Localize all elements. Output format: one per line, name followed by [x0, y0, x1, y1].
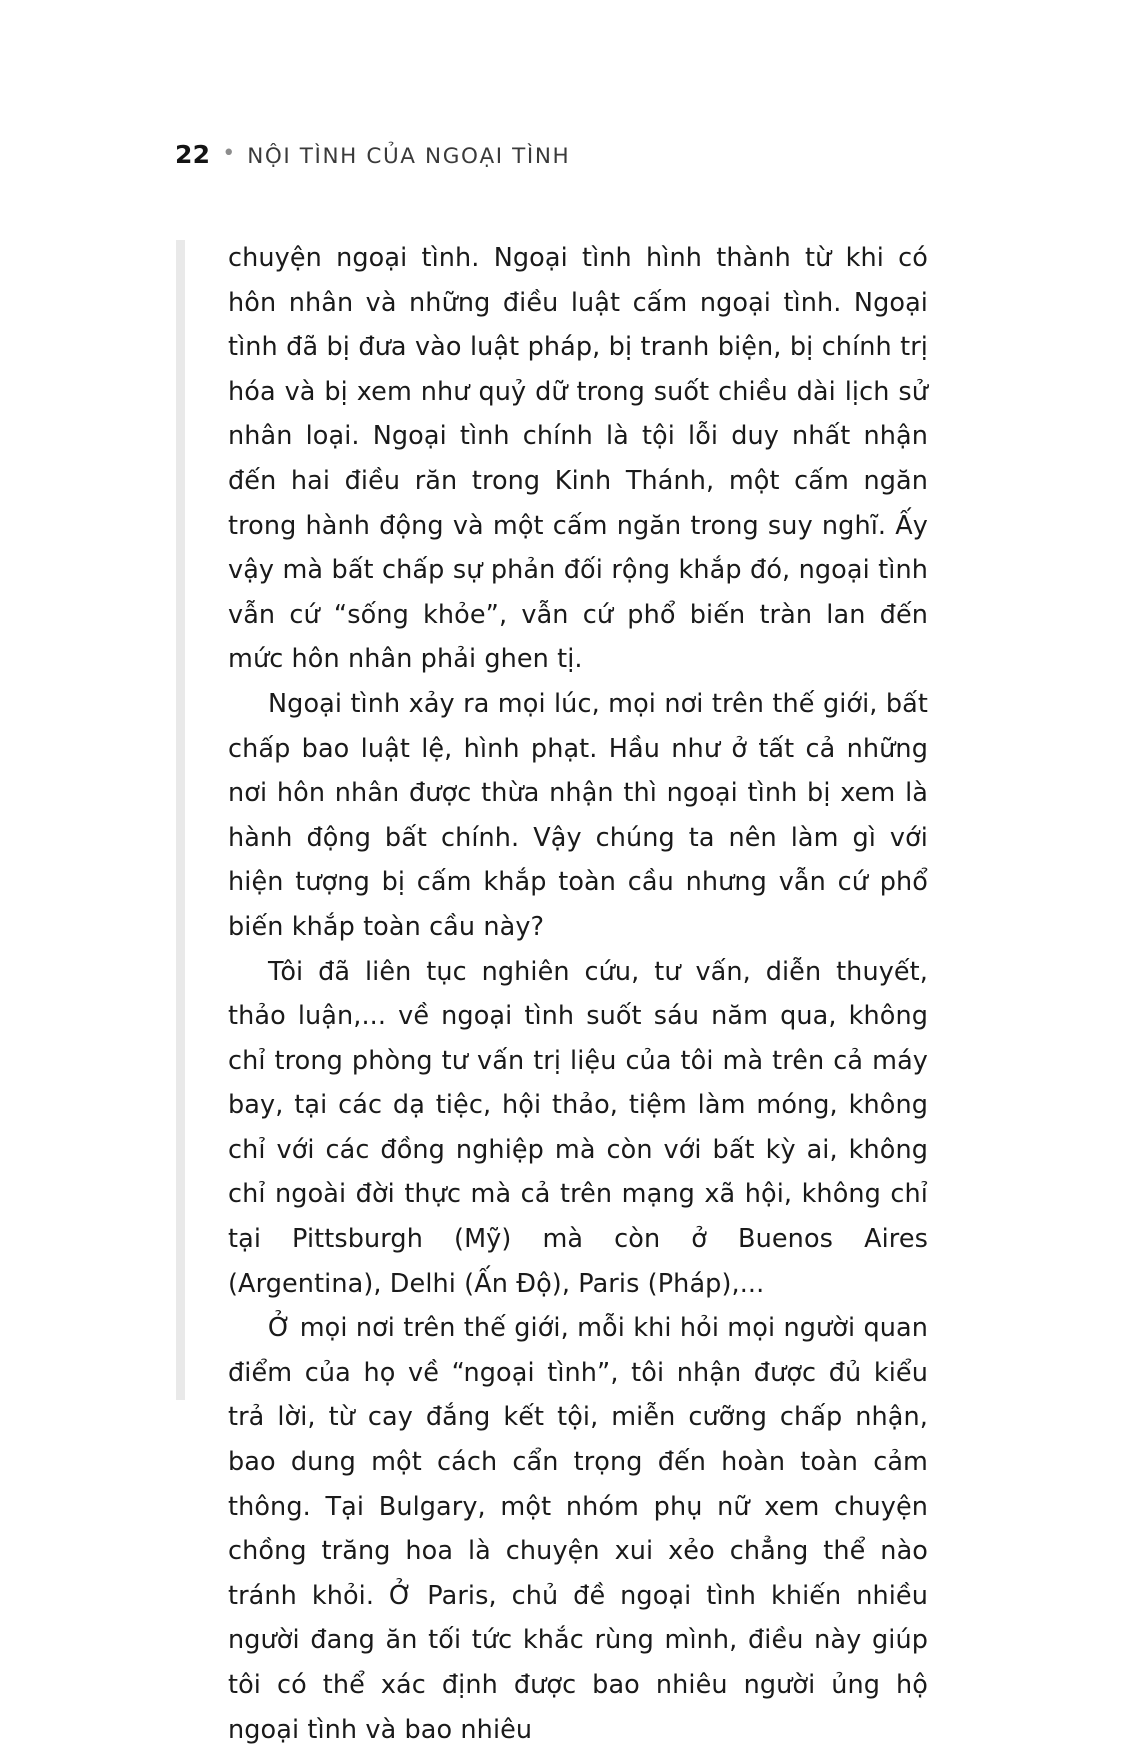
running-head-separator: •: [222, 141, 236, 166]
paragraph: Tôi đã liên tục nghiên cứu, tư vấn, diễn thuyết, thảo luận,... về ngoại tình suốt sáu năm qua, không chỉ trong phòng tư vấn trị liệu của tôi mà trên cả máy bay, tại các dạ tiệc, hội thảo, tiệm làm móng, không chỉ với các đồng nghiệp mà còn với bất kỳ ai, không chỉ ngoài đời thực mà cả trên mạng xã hội, không chỉ tại Pittsburgh (Mỹ) mà còn ở Buenos Aires (Argentina), Delhi (Ấn Độ), Paris (Pháp),...: [228, 956, 928, 1299]
running-head-title: NỘI TÌNH CỦA NGOẠI TÌNH: [247, 144, 571, 169]
page-number: 22: [175, 140, 211, 169]
paragraph: Ngoại tình xảy ra mọi lúc, mọi nơi trên thế giới, bất chấp bao luật lệ, hình phạt. Hầu như ở tất cả những nơi hôn nhân được thừa nhận thì ngoại tình bị xem là hành động bất chính. Vậy chúng ta nên làm gì với hiện tượng bị cấm khắp toàn cầu nhưng vẫn cứ phổ biến khắp toàn cầu này?: [228, 688, 928, 942]
page-edge-bar: [176, 240, 185, 1400]
paragraph: Ở mọi nơi trên thế giới, mỗi khi hỏi mọi người quan điểm của họ về “ngoại tình”, tôi nhận được đủ kiểu trả lời, từ cay đắng kết tội, miễn cưỡng chấp nhận, bao dung một cách cẩn trọng đến hoàn toàn cảm thông. Tại Bulgary, một nhóm phụ nữ xem chuyện chồng trăng hoa là chuyện xui xẻo chẳng thể nào tránh khỏi. Ở Paris, chủ đề ngoại tình khiến nhiều người đang ăn tối tức khắc rùng mình, điều này giúp tôi có thể xác định được bao nhiêu người ủng hộ ngoại tình và bao nhiêu: [228, 1313, 928, 1745]
running-head: [175, 140, 570, 169]
body-text-column: [228, 236, 928, 1752]
paragraph: chuyện ngoại tình. Ngoại tình hình thành từ khi có hôn nhân và những điều luật cấm ngoại tình. Ngoại tình đã bị đưa vào luật pháp, bị tranh biện, bị chính trị hóa và bị xem như quỷ dữ trong suốt chiều dài lịch sử nhân loại. Ngoại tình chính là tội lỗi duy nhất nhận đến hai điều răn trong Kinh Thánh, một cấm ngăn trong hành động và một cấm ngăn trong suy nghĩ. Ấy vậy mà bất chấp sự phản đối rộng khắp đó, ngoại tình vẫn cứ “sống khỏe”, vẫn cứ phổ biến tràn lan đến mức hôn nhân phải ghen tị.: [228, 243, 928, 675]
